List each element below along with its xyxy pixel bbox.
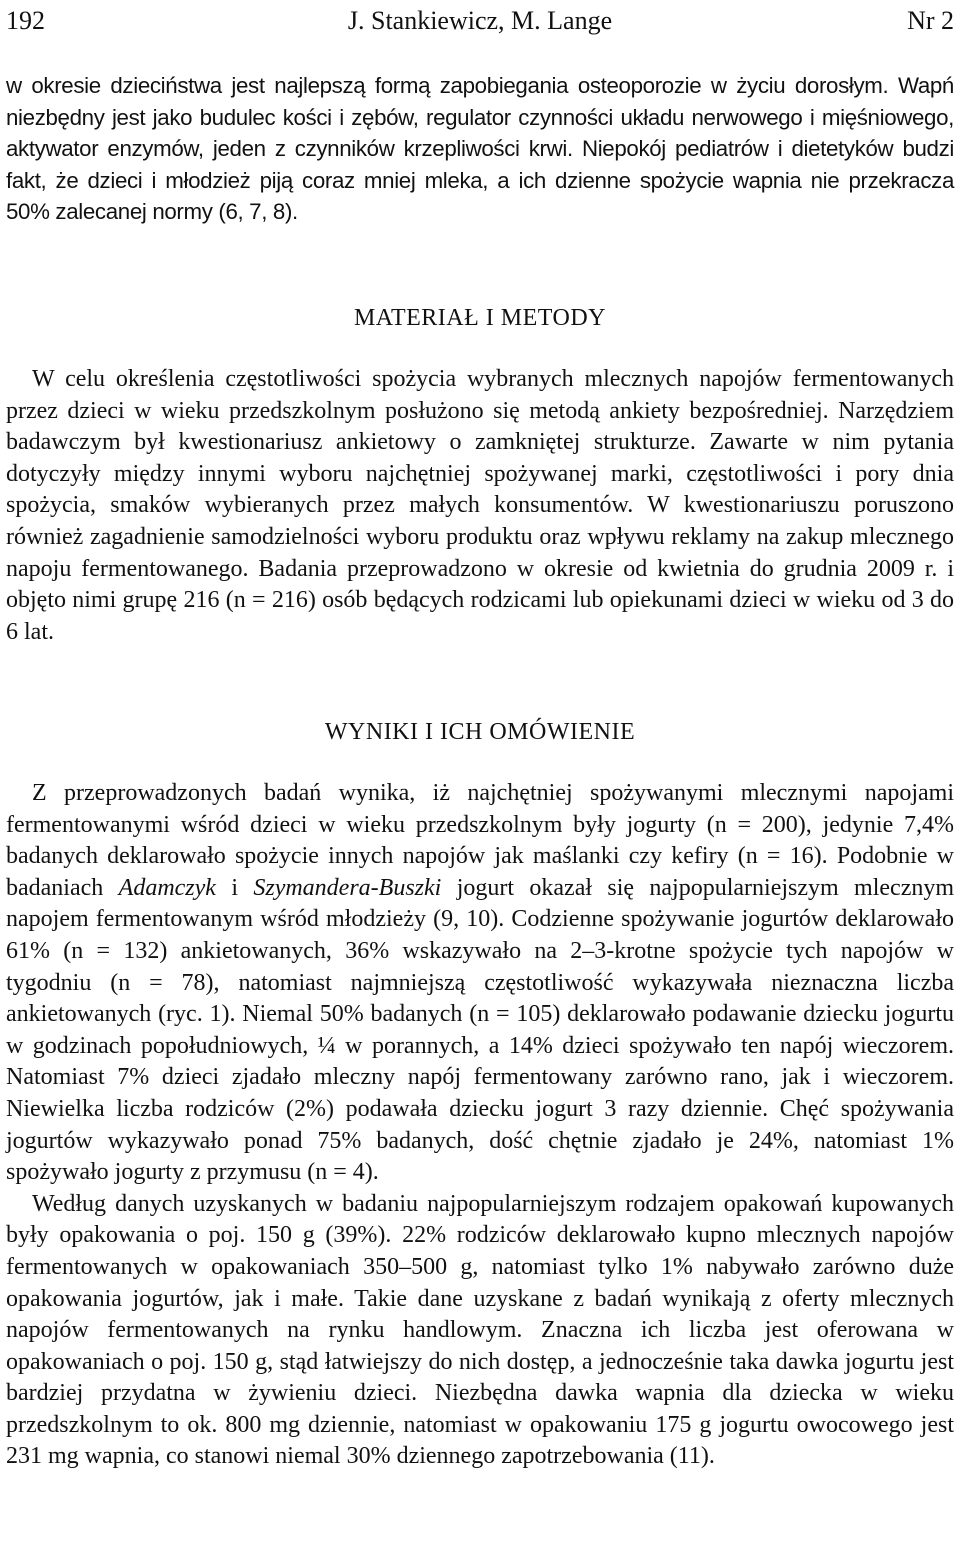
intro-paragraph: w okresie dzieciństwa jest najlepszą formą zapobiegania osteoporozie w życiu dorosłym. Wapń niezbędny jest jako budulec kości i zębów, regulator czynności układu nerwowego i mięśniowego, aktywator enzymów, jeden z czynników krzepliwości krwi. Niepokój pediatrów i dietetyków budzi fakt, że dzieci i młodzież piją coraz mniej mleka, a ich dzienne spożycie wapnia nie przekracza 50% zalecanej normy (6, 7, 8).	[6, 73, 954, 225]
methods-section	[6, 364, 954, 648]
intro-section	[6, 70, 954, 228]
results-heading: WYNIKI I ICH OMÓWIENIE	[324, 719, 636, 745]
results-p1-text-b: jogurt okazał się najpopularniejszym mlecznym napojem fermentowanym wśród młodzieży (9, 10). Codzienne spożywanie jogurtów deklarowało 61% (n = 132) ankietowanych, 36% wskazywało na 2–3-krotne spożycie tych napojów w tygodniu (n = 78), natomiast najmniejszą częstotliwość wykazywała nieznaczna liczba ankietowanych (ryc. 1). Niemal 50% badanych (n = 105) deklarowało podawanie dziecku jogurtu w godzinach popołudniowych, ¼ w porannych, a 14% dzieci spożywało ten napój wieczorem. Natomiast 7% dzieci zjadało mleczny napój fermentowany zarówno rano, jak i wieczorem. Niewielka liczba rodziców (2%) podawała dziecku jogurt 3 razy dziennie. Chęć spożywania jogurtów wykazywało ponad 75% badanych, dość chętnie zjadało je 24%, natomiast 1% spożywało jogurty z przymusu (n = 4).	[6, 874, 955, 1186]
page-number: 192	[6, 6, 45, 35]
results-paragraph-2: Według danych uzyskanych w badaniu najpopularniejszym rodzajem opakowań kupowanych były opakowania o poj. 150 g (39%). 22% rodziców deklarowało kupno mlecznych napojów fermentowanych w opakowaniach 350–500 g, natomiast tylko 1% nabywało zarówno duże opakowania jogurtów, jak i małe. Takie dane uzyskane z badań wynikają z oferty mlecznych napojów fermentowanych na rynku handlowym. Znaczna ich liczba jest oferowana w opakowaniach o poj. 150 g, stąd łatwiejszy do nich dostęp, a jednocześnie taka dawka jogurtu jest bardziej przydatna w żywieniu dzieci. Niezbędna dawka wapnia dla dziecka w wieku przedszkolnym to ok. 800 mg dziennie, natomiast w opakowaniu 175 g jogurtu owocowego jest 231 mg wapnia, co stanowi niemal 30% dziennego zapotrzebowania (11).	[6, 1190, 954, 1470]
results-p1-and: i	[215, 874, 254, 901]
issue-number: Nr 2	[907, 6, 954, 35]
cited-author-szymandera-buszki: Szymandera-Buszki	[253, 874, 442, 901]
results-section	[6, 778, 954, 1473]
results-paragraph-1	[6, 778, 954, 1189]
journal-page	[6, 0, 954, 1547]
methods-paragraph: W celu określenia częstotliwości spożycia wybranych mlecznych napojów fermentowanych przez dzieci w wieku przedszkolnym posłużono się metodą ankiety bezpośredniej. Narzędziem badawczym był kwestionariusz ankietowy o zamkniętej strukturze. Zawarte w nim pytania dotyczyły między innymi wyboru najchętniej spożywanej marki, częstotliwości i pory dnia spożycia, smaków wybieranych przez małych konsumentów. W kwestionariuszu poruszono również zagadnienie samodzielności wyboru produktu oraz wpływu reklamy na zakup mlecznego napoju fermentowanego. Badania przeprowadzono w okresie od kwietnia do grudnia 2009 r. i objęto nimi grupę 216 (n = 216) osób będących rodzicami lub opiekunami dzieci w wieku od 3 do 6 lat.	[6, 366, 954, 645]
methods-heading: MATERIAŁ I METODY	[353, 305, 607, 331]
running-head	[6, 4, 954, 38]
running-head-authors: J. Stankiewicz, M. Lange	[347, 6, 613, 35]
cited-author-adamczyk: Adamczyk	[118, 874, 216, 901]
results-p1-text-a: Z przeprowadzonych badań wynika, iż najchętniej spożywanymi mlecznymi napojami fermentowanymi wśród dzieci w wieku przedszkolnym były jogurty (n = 200), jedynie 7,4% badanych deklarowało spożycie innych napojów jak maślanki czy kefiry (n = 16). Podobnie w badaniach	[6, 780, 954, 901]
